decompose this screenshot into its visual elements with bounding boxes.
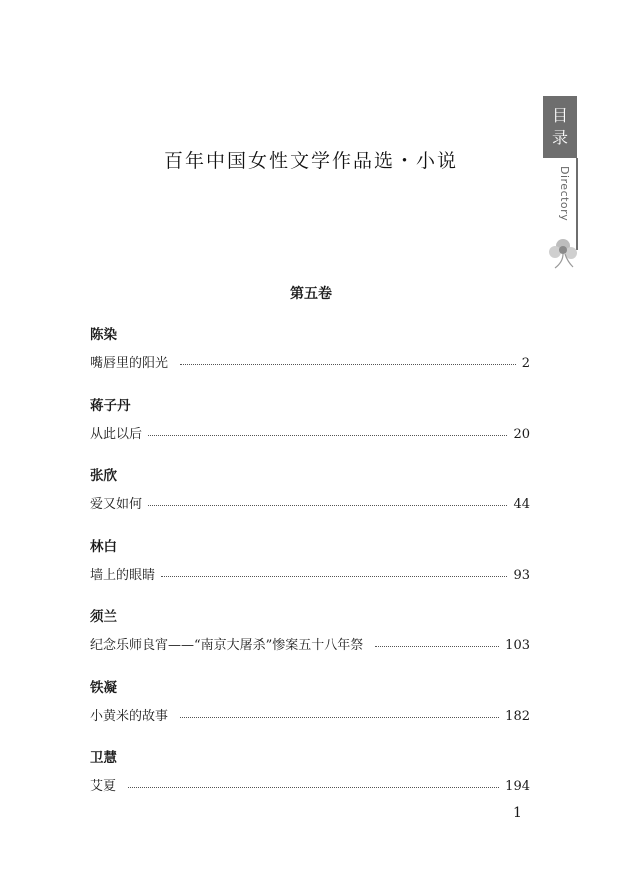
dot-leader — [148, 434, 507, 436]
book-title: 百年中国女性文学作品选・小说 — [163, 150, 458, 172]
toc-entry[interactable] — [90, 634, 530, 653]
flower-icon — [543, 232, 583, 272]
entry-title: 爱又如何 — [90, 497, 143, 512]
volume-heading: 第五卷 — [290, 286, 332, 302]
tab-english-label: Directory — [558, 166, 571, 222]
author-name: 张欣 — [90, 468, 117, 484]
toc-entry[interactable] — [90, 564, 530, 583]
dot-leader — [375, 645, 499, 647]
entry-title: 嘴唇里的阳光 — [90, 356, 169, 371]
toc-entry[interactable] — [90, 352, 530, 371]
entry-title: 小黄米的故事 — [90, 709, 169, 724]
dot-leader — [180, 363, 516, 365]
tab-char-2: 录 — [551, 128, 568, 147]
page-number: 1 — [513, 805, 522, 821]
author-name: 林白 — [90, 539, 117, 555]
tab-char-1: 目 — [551, 106, 568, 125]
dot-leader — [161, 575, 507, 577]
entry-title: 纪念乐师良宵——“南京大屠杀”惨案五十八年祭 — [90, 638, 364, 653]
entry-title: 艾夏 — [90, 779, 117, 794]
entry-page: 182 — [505, 709, 530, 724]
entry-page: 93 — [513, 568, 530, 583]
author-name: 陈染 — [90, 327, 117, 343]
author-name: 蒋子丹 — [90, 398, 131, 414]
toc-entry[interactable] — [90, 775, 530, 794]
entry-page: 20 — [513, 427, 530, 442]
author-name: 卫慧 — [90, 750, 117, 766]
entry-title: 墙上的眼睛 — [90, 568, 156, 583]
entry-title: 从此以后 — [90, 427, 143, 442]
toc-entry[interactable] — [90, 423, 530, 442]
toc-entry[interactable] — [90, 493, 530, 512]
dot-leader — [180, 716, 499, 718]
entry-page: 2 — [521, 356, 530, 371]
author-name: 须兰 — [90, 609, 117, 625]
entry-page: 194 — [505, 779, 530, 794]
toc-entry[interactable] — [90, 705, 530, 724]
entry-page: 103 — [505, 638, 530, 653]
dot-leader — [128, 786, 499, 788]
dot-leader — [148, 504, 507, 506]
author-name: 铁凝 — [90, 680, 117, 696]
entry-page: 44 — [513, 497, 530, 512]
